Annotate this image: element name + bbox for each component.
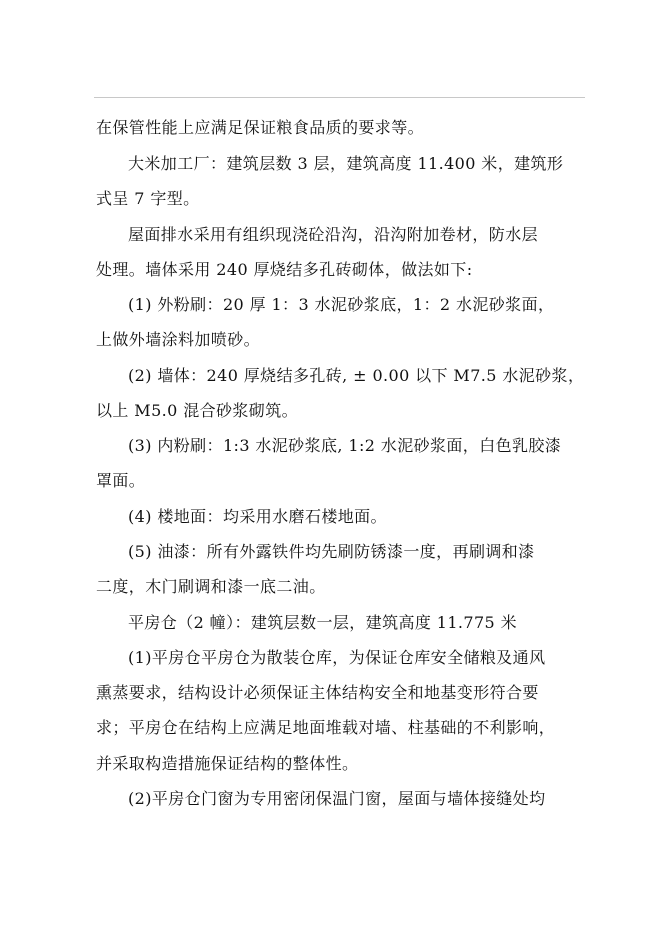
- text-line: (3) 内粉刷：1:3 水泥砂浆底, 1:2 水泥砂浆面，白色乳胶漆: [128, 436, 562, 455]
- text-line: (5) 油漆：所有外露铁件均先刷防锈漆一度，再刷调和漆: [128, 542, 535, 561]
- header-rule: [94, 97, 585, 98]
- text-line: (4) 楼地面：均采用水磨石楼地面。: [128, 507, 387, 526]
- text-line: 处理。墙体采用 240 厚烧结多孔砖砌体，做法如下:: [96, 260, 473, 279]
- text-line: 二度，木门刷调和漆一底二油。: [96, 577, 326, 596]
- text-line: (2) 墙体：240 厚烧结多孔砖, ± 0.00 以下 M7.5 水泥砂浆，: [128, 366, 585, 385]
- text-line: 平房仓（2 幢）：建筑层数一层，建筑高度 11.775 米: [128, 613, 518, 632]
- text-line: 罩面。: [96, 471, 146, 490]
- text-line: (2)平房仓门窗为专用密闭保温门窗，屋面与墙体接缝处均: [128, 789, 546, 808]
- text-line: (1) 外粉刷：20 厚 1：3 水泥砂浆底，1：2 水泥砂浆面，: [128, 295, 555, 314]
- text-line: 以上 M5.0 混合砂浆砌筑。: [96, 401, 299, 420]
- text-line: 熏蒸要求，结构设计必须保证主体结构安全和地基变形符合要: [96, 683, 539, 702]
- text-line: 在保管性能上应满足保证粮食品质的要求等。: [96, 118, 425, 137]
- text-line: 大米加工厂：建筑层数 3 层，建筑高度 11.400 米，建筑形: [128, 154, 564, 173]
- text-line: 求；平房仓在结构上应满足地面堆载对墙、柱基础的不利影响，: [96, 718, 556, 737]
- text-line: 上做外墙涂料加喷砂。: [96, 330, 261, 349]
- text-line: 式呈 7 字型。: [96, 189, 200, 208]
- text-line: 屋面排水采用有组织现浇砼沿沟，沿沟附加卷材，防水层: [128, 225, 539, 244]
- text-line: (1)平房仓平房仓为散装仓库，为保证仓库安全储粮及通风: [128, 648, 546, 667]
- text-line: 并采取构造措施保证结构的整体性。: [96, 754, 359, 773]
